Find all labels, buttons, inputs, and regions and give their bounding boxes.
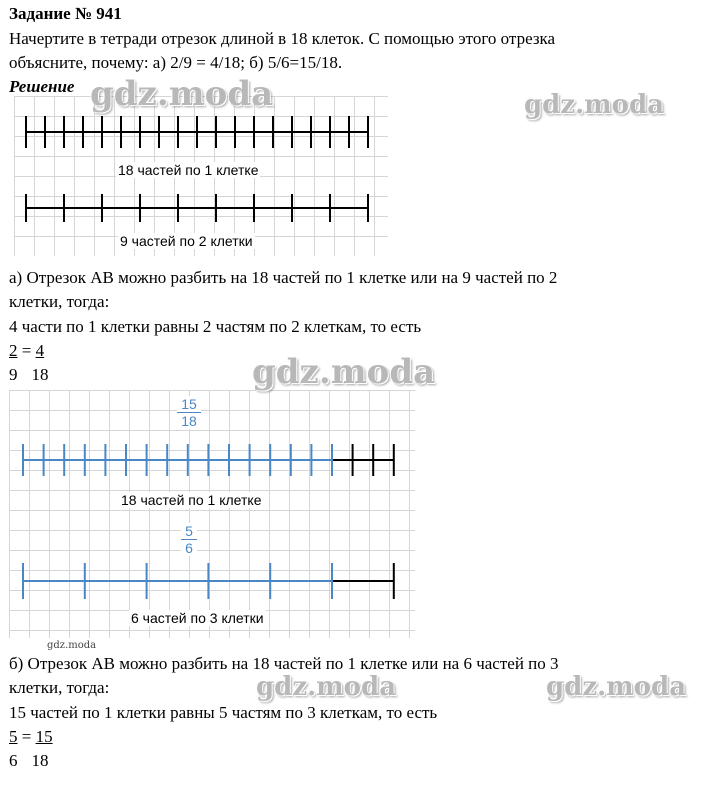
part-b-line-2: клетки, тогда: (9, 678, 110, 697)
watermark-small: gdz.moda (47, 640, 97, 651)
frac-18-den: 18 (181, 413, 197, 429)
part-a-den-left: 9 (9, 365, 18, 384)
figure-2-caption-top: 18 частей по 1 клетке (121, 492, 262, 508)
part-a-equation-numerators (9, 341, 44, 361)
watermark-3: gdz.moda (252, 352, 436, 392)
task-title: Задание № 941 (9, 4, 122, 23)
part-a-line-2: клетки, тогда: (9, 292, 110, 311)
watermark-1: gdz.moda (90, 74, 274, 114)
part-b-equation-numerators (9, 727, 53, 747)
watermark-4: gdz.moda (256, 672, 397, 702)
solution-label: Решение (9, 77, 75, 96)
part-a-num-left: 2 (9, 341, 18, 360)
figure-2-fraction-bottom (181, 523, 197, 556)
part-b-den-right: 18 (31, 751, 49, 770)
part-a-eq-sign: = (17, 341, 36, 360)
watermark-2: gdz.moda (524, 90, 665, 120)
part-a-line-3: 4 части по 1 клетки равны 2 частям по 2 клеткам, то есть (9, 317, 422, 336)
figure-2-grid (9, 390, 415, 638)
figure-2-fraction-top (177, 396, 201, 429)
part-b-num-right: 15 (35, 727, 53, 746)
part-b-num-left: 5 (9, 727, 18, 746)
task-line-1: Начертите в тетради отрезок длиной в 18 клеток. С помощью этого отрезка (9, 29, 556, 48)
part-a-equation-denominators (9, 365, 49, 385)
part-b-eq-sign: = (17, 727, 36, 746)
frac-6-den: 6 (185, 540, 193, 556)
watermark-5: gdz.moda (546, 672, 687, 702)
part-a-num-right: 4 (35, 341, 45, 360)
frac-5-num: 5 (181, 523, 197, 540)
task-line-2: объясните, почему: а) 2/9 = 4/18; б) 5/6=15/18. (9, 53, 343, 72)
figure-1-caption-top: 18 частей по 1 клетке (118, 162, 259, 178)
figure-2-segments (9, 390, 415, 638)
part-b-line-1: б) Отрезок АВ можно разбить на 18 частей по 1 клетке или на 6 частей по 3 (9, 654, 559, 673)
part-a-line-1: а) Отрезок АВ можно разбить на 18 частей по 1 клетке или на 9 частей по 2 (9, 268, 558, 287)
figure-1-grid (14, 96, 388, 256)
part-b-line-3: 15 частей по 1 клетки равны 5 частям по 3 клеткам, то есть (9, 703, 438, 722)
part-b-equation-denominators (9, 751, 49, 771)
figure-2-caption-bottom: 6 частей по 3 клетки (131, 610, 264, 626)
part-a-den-right: 18 (31, 365, 49, 384)
frac-15-num: 15 (177, 396, 201, 413)
part-b-den-left: 6 (9, 751, 18, 770)
figure-1-caption-bottom: 9 частей по 2 клетки (120, 233, 253, 249)
